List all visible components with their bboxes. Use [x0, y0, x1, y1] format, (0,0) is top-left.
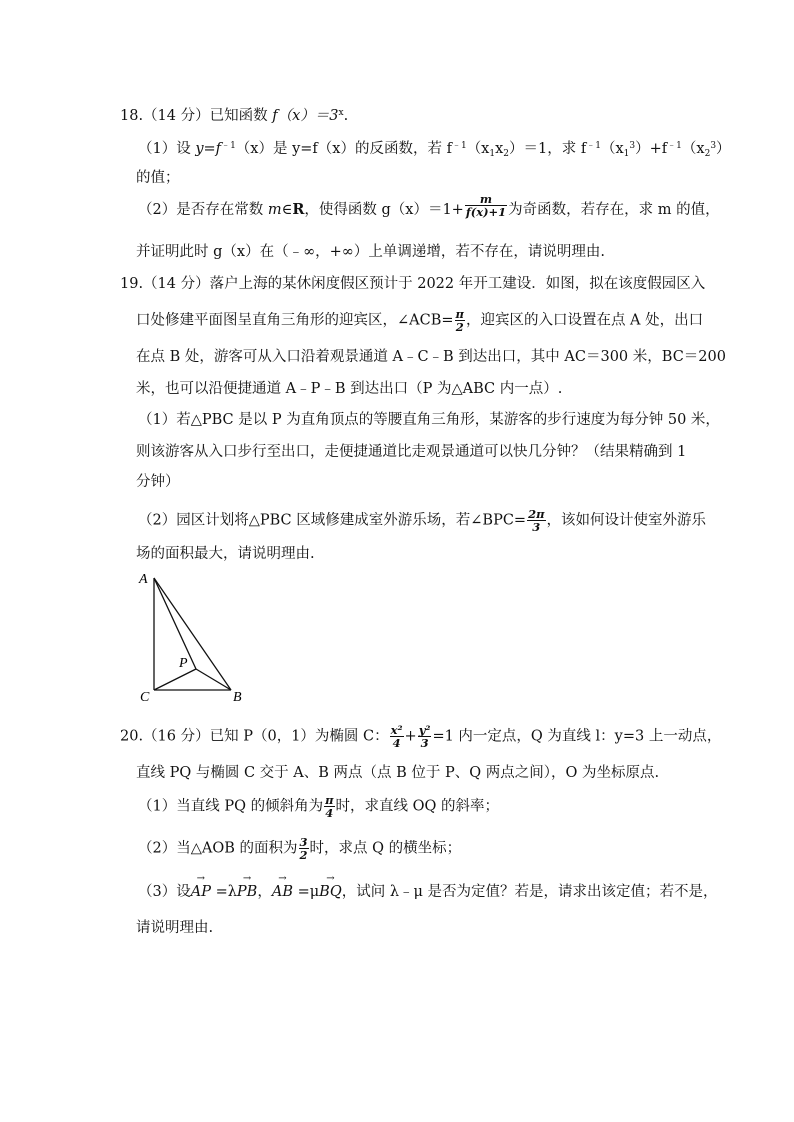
q20-p2-frac-den: 2	[299, 848, 308, 862]
q19-part2-line1	[138, 508, 706, 533]
label-P: P	[179, 656, 188, 671]
q20-part2	[138, 836, 461, 861]
q18-p1-c: （x）是 y=f（x）的反函数，若 f	[235, 141, 452, 157]
q18-sub-4: 2	[704, 149, 711, 159]
segment-PC	[154, 669, 196, 690]
q19-line1: 19.（14 分）落户上海的某休闲度假区预计于 2022 年开工建设．如图，拟在该度假园区入	[120, 276, 706, 292]
q20-p2-b: 时，求点 Q 的横坐标；	[309, 840, 462, 857]
q20-eq-lambda: =λ	[210, 884, 237, 900]
q20-f1-den: 4	[392, 736, 401, 750]
q20-p2-frac-num: 3	[299, 835, 308, 849]
q18-part1	[138, 137, 731, 159]
segment-PB	[196, 669, 231, 690]
vector-PB: → PB	[237, 884, 257, 900]
q19-bpc-fraction	[527, 508, 545, 533]
q20-l1-a: 20.（16 分）已知 P（0，1）为椭圆 C：	[120, 728, 389, 745]
q18-head: 18.（14 分）已知函数	[120, 108, 268, 124]
q18-p2-a: （2）是否存在常数	[138, 202, 268, 218]
q18-part2	[138, 191, 720, 219]
q19-part1-line1: （1）若△PBC 是以 P 为直角顶点的等腰直角三角形，某游客的步行速度为每分钟 50 米，	[138, 412, 720, 428]
q20-l1-b: =1 内一定点，Q 为直线 l：y=3 上一动点，	[432, 728, 722, 745]
q18-p1-b: y=f	[195, 141, 222, 157]
q20-p3-b: ，试问 λ﹣μ 是否为定值？若是，请求出该定值；若不是，	[341, 884, 718, 900]
vector-AB: → AB	[272, 884, 293, 900]
q18-sub-3: 1	[623, 149, 630, 159]
q18-p1-i: （x	[681, 141, 705, 157]
segment-AP	[154, 578, 196, 669]
q18-sub-1: 1	[489, 149, 496, 159]
q19-l2-a: 口处修建平面图呈直角三角形的迎宾区，∠ACB=	[136, 312, 454, 329]
q19-p2-a: （2）园区计划将△PBC 区域修建成室外游乐场，若∠BPC=	[138, 512, 527, 529]
q19-line4: 米，也可以沿便捷通道 A﹣P﹣B 到达出口（P 为△ABC 内一点）.	[136, 381, 563, 397]
vector-BQ: → BQ	[319, 884, 342, 900]
q20-f2-den: 3	[420, 736, 429, 750]
q18-fraction	[465, 193, 507, 218]
q18-frac-den: f(x)+1	[465, 204, 507, 219]
segment-AB	[154, 578, 231, 690]
q18-cube-2: 3	[710, 141, 717, 151]
q18-p1-j: ）	[716, 141, 731, 157]
q19-p2-frac-num: 2π	[528, 507, 545, 521]
q18-cube-1: 3	[629, 141, 636, 151]
q19-l2-b: ，迎宾区的入口设置在点 A 处，出口	[465, 312, 704, 329]
q18-frac-num: m	[465, 193, 507, 206]
q20-p1-fraction	[324, 794, 334, 819]
q20-part3	[138, 880, 718, 901]
q18-inv-3: ﹣1	[586, 141, 601, 151]
label-A: A	[139, 572, 148, 587]
q19-part1-line2: 则该游客从入口步行至出口，走便捷通道比走观景通道可以快几分钟？（结果精确到 1	[136, 444, 687, 460]
triangle-figure	[130, 566, 260, 706]
q18-part1-line2: 的值；	[136, 170, 180, 186]
q19-angle-fraction	[455, 308, 465, 333]
q20-f2-num: y²	[418, 723, 431, 737]
q20-fraction-y	[418, 724, 432, 749]
q18-func-exp: x	[338, 108, 344, 118]
q18-func: f（x）＝3	[272, 108, 339, 124]
q18-func-end: .	[343, 108, 349, 124]
q18-p2-in: ∈	[281, 202, 293, 218]
q19-frac-den: 2	[455, 320, 464, 334]
q20-fraction-x	[390, 724, 404, 749]
q19-line2	[136, 308, 703, 333]
q19-part1-line3: 分钟）	[136, 474, 180, 490]
q18-p1-h: ）+f	[635, 141, 668, 157]
q20-p1-frac-num: π	[325, 793, 334, 807]
q18-p2-m: m	[267, 202, 282, 218]
label-B: B	[233, 690, 242, 705]
q18-p1-d: （x	[466, 141, 490, 157]
q18-title	[120, 104, 348, 125]
label-C: C	[140, 690, 150, 705]
q19-line3: 在点 B 处，游客可从入口沿着观景通道 A﹣C﹣B 到达出口，其中 AC＝300 米，BC＝200	[136, 349, 726, 365]
q20-p2-fraction	[299, 836, 309, 861]
q18-p2-R: R	[292, 201, 305, 218]
q20-f1-num: x²	[390, 723, 403, 737]
q20-plus: +	[404, 728, 417, 745]
q18-sub-2: 2	[503, 149, 510, 159]
q20-part3-line2: 请说明理由.	[136, 920, 214, 936]
q20-eq-mu: =μ	[292, 884, 320, 900]
q18-p2-b: ，使得函数 g（x）＝1+	[304, 202, 464, 218]
q19-p2-b: ，该如何设计使室外游乐	[546, 512, 706, 529]
q19-p2-frac-den: 3	[532, 520, 541, 534]
q18-p2-c: 为奇函数，若存在，求 m 的值，	[508, 202, 720, 218]
q19-part2-line2: 场的面积最大，请说明理由.	[136, 546, 315, 562]
q18-part2-line2: 并证明此时 g（x）在（﹣∞，+∞）上单调递增，若不存在，请说明理由.	[136, 244, 605, 260]
q18-inv-4: ﹣1	[667, 141, 682, 151]
q20-p1-a: （1）当直线 PQ 的倾斜角为	[138, 798, 324, 815]
q20-comma: ，	[257, 884, 272, 900]
q18-p1-e: x	[495, 141, 504, 157]
q20-p2-a: （2）当△AOB 的面积为	[138, 840, 298, 857]
q18-p1-f: ）＝1，求 f	[509, 141, 587, 157]
q18-inv-1: ﹣1	[221, 141, 236, 151]
q18-p1-a: （1）设	[138, 141, 196, 157]
q20-p1-frac-den: 4	[325, 806, 334, 820]
q20-line2: 直线 PQ 与椭圆 C 交于 A、B 两点（点 B 位于 P、Q 两点之间），O 为坐标原点.	[136, 765, 660, 781]
q20-p1-b: 时，求直线 OQ 的斜率；	[335, 798, 500, 815]
q18-inv-2: ﹣1	[451, 141, 467, 151]
q20-line1	[120, 724, 721, 749]
q20-p3-a: （3）设	[138, 884, 191, 900]
q19-frac-num: π	[455, 307, 464, 321]
vector-AP: → AP	[191, 884, 211, 900]
q20-part1	[138, 794, 499, 819]
q18-p1-g: （x	[600, 141, 624, 157]
